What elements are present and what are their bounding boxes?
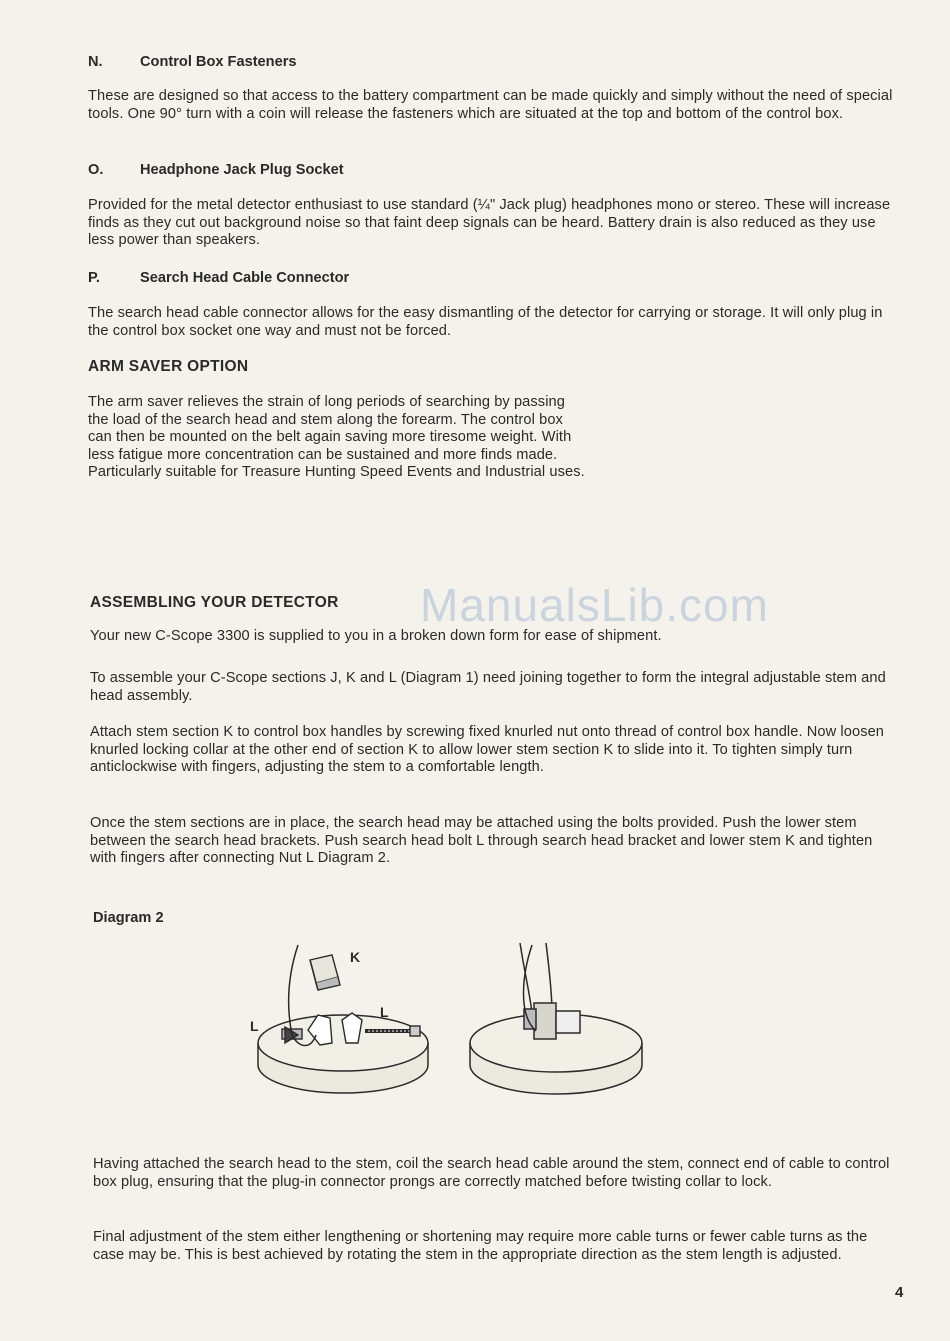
arm-saver-text bbox=[88, 394, 588, 482]
assembling-p2 bbox=[90, 670, 890, 705]
label-k: K bbox=[350, 949, 361, 965]
section-heading-n bbox=[88, 54, 297, 70]
paragraph: To assemble your C-Scope sections J, K and L (Diagram 1) need joining together to form the integral adjustable stem and head assembly. bbox=[90, 670, 886, 704]
nut-k bbox=[310, 955, 340, 990]
section-title: Control Box Fasteners bbox=[140, 54, 297, 70]
paragraph: Your new C-Scope 3300 is supplied to you in a broken down form for ease of shipment. bbox=[90, 628, 662, 644]
assembling-p4 bbox=[90, 815, 880, 868]
section-title: Headphone Jack Plug Socket bbox=[140, 162, 344, 178]
closing-p1 bbox=[93, 1156, 893, 1191]
diagram-title: Diagram 2 bbox=[93, 910, 164, 926]
section-text-n bbox=[88, 88, 900, 123]
section-heading-o bbox=[88, 162, 344, 178]
section-code: P. bbox=[88, 270, 100, 286]
closing-p2 bbox=[93, 1229, 893, 1264]
watermark: ManualsLib.com bbox=[420, 579, 769, 631]
paragraph: The arm saver relieves the strain of long periods of searching by passing the load of the search head and stem along the forearm. The control box can then be mounted on the belt again saving more tiresome weight. With less fatigue more concentration can be sustained and more finds made. Particularly suitable for Treasure Hunting Speed Events and Industrial uses. bbox=[88, 394, 585, 481]
section-text-o bbox=[88, 197, 900, 250]
section-code: N. bbox=[88, 54, 103, 70]
label-l-left: L bbox=[250, 1018, 259, 1034]
section-code: O. bbox=[88, 162, 104, 178]
section-title: Search Head Cable Connector bbox=[140, 270, 350, 286]
paragraph: Attach stem section K to control box handles by screwing fixed knurled nut onto thread of control box handle. Now loosen knurled locking collar at the other end of section K to allow lower stem section K to slide into it. To tighten simply turn anticlockwise with fingers, adjusting the stem to a comfortable length. bbox=[90, 724, 885, 776]
stem-right bbox=[520, 943, 580, 1039]
section-heading-p bbox=[88, 270, 349, 286]
paragraph: Having attached the search head to the stem, coil the search head cable around the stem, connect end of cable to control box plug, ensuring that the plug-in connector prongs are correctly matched before twisting collar to lock. bbox=[93, 1156, 890, 1190]
paragraph: Once the stem sections are in place, the search head may be attached using the bolts provided. Push the lower stem between the search head brackets. Push search head bolt L through search head bracket and lower stem K and tighten with fingers after connecting Nut L Diagram 2. bbox=[90, 815, 873, 867]
paragraph: These are designed so that access to the battery compartment can be made quickly and simply without the need of special tools. One 90° turn with a coin will release the fasteners which are situated at the top and bottom of the control box. bbox=[88, 88, 893, 122]
assembling-heading: ASSEMBLING YOUR DETECTOR bbox=[90, 594, 339, 611]
paragraph: Final adjustment of the stem either lengthening or shortening may require more cable turns or fewer cable turns as the case may be. This is best achieved by rotating the stem in the appropriate direction as the stem length is adjusted. bbox=[93, 1229, 868, 1263]
paragraph: Provided for the metal detector enthusiast to use standard (¼" Jack plug) headphones mono or stereo. These will increase finds as they cut out background noise so that faint deep signals can be heard. Battery drain is also reduced as they use less power than speakers. bbox=[88, 197, 891, 249]
section-text-p bbox=[88, 305, 900, 340]
page-number: 4 bbox=[895, 1284, 904, 1301]
assembling-p3 bbox=[90, 724, 902, 777]
label-l-right: L bbox=[380, 1004, 389, 1020]
arm-saver-heading: ARM SAVER OPTION bbox=[88, 358, 249, 375]
paragraph: The search head cable connector allows for the easy dismantling of the detector for carrying or storage. It will only plug in the control box socket one way and must not be forced. bbox=[88, 305, 883, 339]
diagram-2 bbox=[240, 935, 660, 1145]
